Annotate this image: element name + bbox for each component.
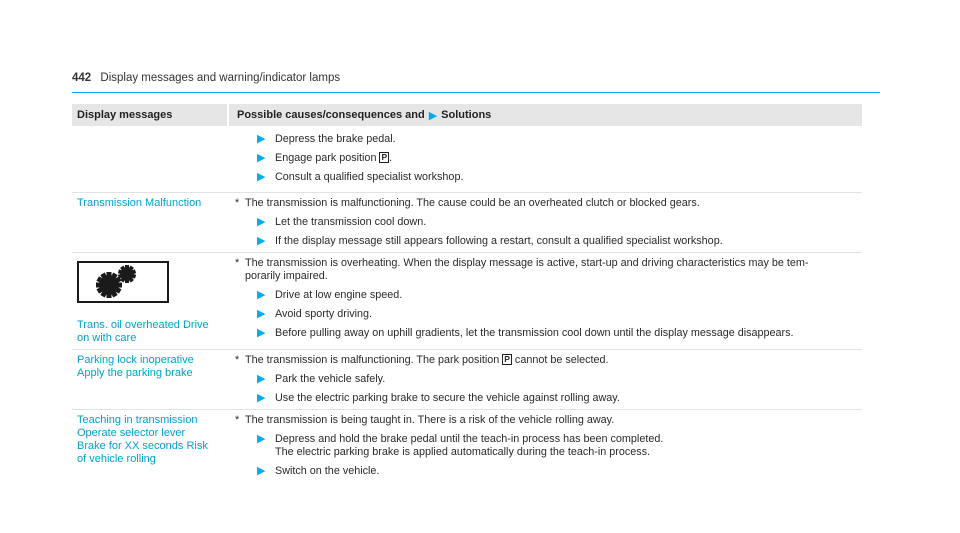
arrow-right-icon: ▶ xyxy=(257,465,266,477)
solution-cell xyxy=(227,410,862,482)
arrow-right-icon: ▶ xyxy=(257,133,266,145)
page-number: 442 xyxy=(72,72,92,84)
message-text: Transmission Malfunction xyxy=(77,197,202,209)
solution-item: ▶ Park the vehicle safely. xyxy=(257,373,386,385)
solution-item: ▶ Before pulling away on uphill gradients, let the transmission cool down until the display message disappears. xyxy=(257,327,794,339)
solution-item: ▶ Consult a qualified specialist workshop. xyxy=(257,171,464,183)
message-cell xyxy=(72,193,227,252)
arrow-right-icon: ▶ xyxy=(257,289,266,301)
solution-item: ▶ Drive at low engine speed. xyxy=(257,289,403,301)
table-row xyxy=(72,410,862,482)
arrow-right-icon: ▶ xyxy=(257,392,266,404)
solution-item: ▶ Switch on the vehicle. xyxy=(257,465,380,477)
park-position-icon: P xyxy=(381,152,388,162)
column-header-solutions-label: Solutions xyxy=(441,109,492,121)
transmission-gears-icon xyxy=(77,261,169,303)
arrow-right-icon: ▶ xyxy=(257,433,266,445)
cause-item: * The transmission is malfunctioning. The park position P cannot be selected. xyxy=(235,354,609,366)
arrow-right-icon: ▶ xyxy=(257,171,266,183)
arrow-right-icon: ▶ xyxy=(257,308,266,320)
message-text: of vehicle rolling xyxy=(77,453,156,465)
solution-cell xyxy=(227,193,862,252)
page-title: Display messages and warning/indicator lamps xyxy=(100,72,341,84)
table-header xyxy=(72,104,862,126)
solution-cell xyxy=(227,350,862,409)
arrow-right-icon: ▶ xyxy=(257,373,266,385)
solution-item: ▶ Use the electric parking brake to secure the vehicle against rolling away. xyxy=(257,392,620,404)
page-header xyxy=(72,72,880,93)
message-text: Teaching in transmission xyxy=(77,414,198,426)
message-cell xyxy=(72,126,227,192)
message-text: Parking lock inoperative xyxy=(77,354,194,366)
table-row xyxy=(72,350,862,410)
arrow-right-icon: ▶ xyxy=(257,235,266,247)
column-header-causes: Possible causes/consequences and xyxy=(237,109,425,121)
message-text: Apply the parking brake xyxy=(77,367,193,379)
messages-table xyxy=(72,104,862,482)
solution-cell xyxy=(227,253,862,349)
table-row xyxy=(72,193,862,253)
message-text: Operate selector lever xyxy=(77,427,186,439)
message-text: Brake for XX seconds Risk xyxy=(77,440,208,452)
solution-item: ▶ Depress the brake pedal. xyxy=(257,133,396,145)
cause-item: * The transmission is overheating. When the display message is active, start-up and driving characteristics may be tem- porarily impaired. xyxy=(235,257,809,282)
solution-item: ▶ Let the transmission cool down. xyxy=(257,216,427,228)
cause-item: * The transmission is being taught in. There is a risk of the vehicle rolling away. xyxy=(235,414,615,426)
arrow-right-icon: ▶ xyxy=(257,216,266,228)
solution-item: ▶ Depress and hold the brake pedal until the teach-in process has been completed. The electric parking brake is applied automatically during the teach-in process. xyxy=(257,433,664,458)
solution-item: ▶ Avoid sporty driving. xyxy=(257,308,373,320)
solution-cell xyxy=(227,126,862,192)
table-row xyxy=(72,126,862,193)
column-header-solutions xyxy=(227,104,862,126)
arrow-right-icon: ▶ xyxy=(257,152,266,164)
message-text: Trans. oil overheated Drive xyxy=(77,319,209,331)
solution-item: ▶ If the display message still appears following a restart, consult a qualified specialist workshop. xyxy=(257,235,723,247)
message-cell xyxy=(72,350,227,409)
message-cell xyxy=(72,253,227,349)
message-cell xyxy=(72,410,227,482)
park-position-icon: P xyxy=(504,354,510,364)
solution-item: ▶ Engage park position P . xyxy=(257,152,393,164)
cause-item: * The transmission is malfunctioning. The cause could be an overheated clutch or blocked gears. xyxy=(235,197,700,209)
message-text: on with care xyxy=(77,332,137,344)
arrow-right-icon: ▶ xyxy=(257,327,266,339)
table-row xyxy=(72,253,862,350)
column-header-messages: Display messages xyxy=(77,109,173,121)
arrow-right-icon: ▶ xyxy=(428,109,438,122)
